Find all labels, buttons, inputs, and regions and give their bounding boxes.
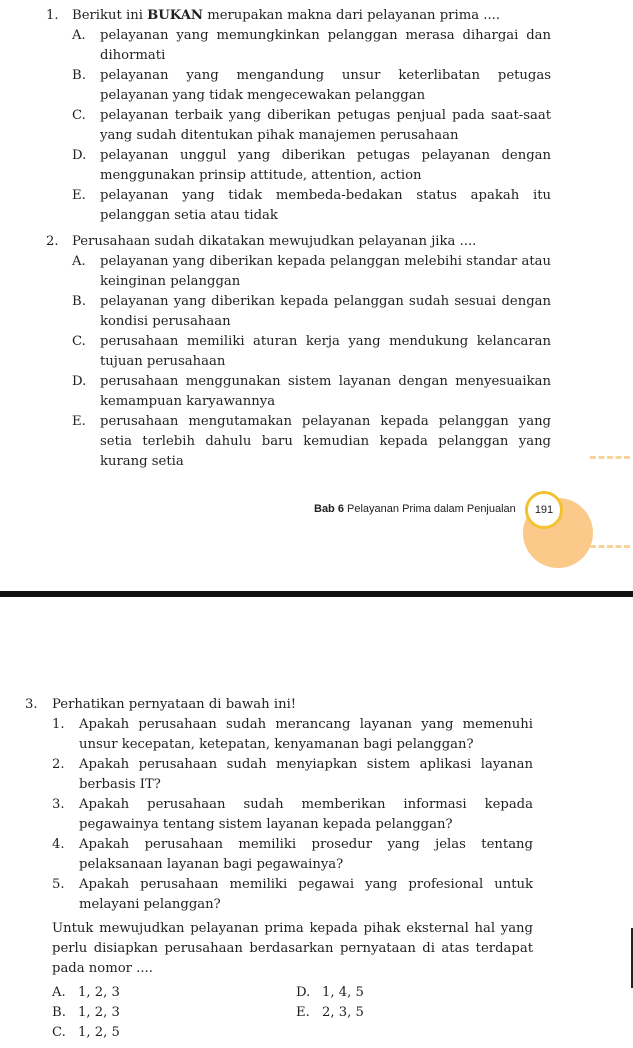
question-3-paragraph: Untuk mewujudkan pelayanan prima kepada pihak eksternal hal yang perlu disiapkan perusahaan berdasarkan pernyataan di atas terdapat pada nomor .... [52,921,533,976]
question-text-rest: merupakan makna dari pelayanan prima .... [203,8,501,23]
question-2 [0,232,633,472]
question-2-stem [0,232,633,252]
option-b[interactable] [0,292,633,332]
option-d[interactable] [0,146,633,186]
question-3-stem [0,695,633,715]
option-text: perusahaan menggunakan sistem layanan dengan menyesuaikan kemampuan karyawannya [100,374,551,409]
option-e[interactable] [0,412,633,472]
statement-text: Apakah perusahaan sudah menyiapkan sistem aplikasi layanan berbasis IT? [79,757,533,792]
statement-number: 1. [52,717,65,732]
decorative-dash [590,456,630,459]
question-text: Perhatikan pernyataan di bawah ini! [52,697,297,712]
statement-text: Apakah perusahaan sudah merancang layanan yang memenuhi unsur kecepatan, ketepatan, kenyamanan bagi pelanggan? [79,717,533,752]
option-d[interactable] [0,372,633,412]
option-letter: D. [72,374,87,389]
answer-letter: A. [52,985,66,1000]
option-letter: C. [72,334,86,349]
option-letter: D. [72,148,87,163]
answer-letter: B. [52,1005,66,1020]
option-text: pelayanan yang memungkinkan pelanggan merasa dihargai dan dihormati [100,28,551,63]
statement-5 [0,875,633,915]
option-text: pelayanan terbaik yang diberikan petugas penjual pada saat-saat yang sudah ditentukan pihak manajemen perusahaan [100,108,551,143]
question-number: 3. [25,697,38,712]
answer-text: 2, 3, 5 [322,1005,364,1020]
option-a[interactable] [0,26,633,66]
option-letter: E. [72,188,86,203]
chapter-title: Pelayanan Prima dalam Penjualan [343,503,516,515]
answer-text: 1, 4, 5 [322,985,364,1000]
statement-1 [0,715,633,755]
question-text: Berikut ini [72,8,148,23]
answer-text: 1, 2, 3 [78,1005,120,1020]
statement-text: Apakah perusahaan memiliki prosedur yang jelas tentang pelaksanaan layanan bagi pegawainya? [79,837,533,872]
option-e[interactable] [0,186,633,226]
option-c[interactable] [0,332,633,372]
option-text: pelayanan yang diberikan kepada pelanggan sudah sesuai dengan kondisi perusahaan [100,294,551,329]
option-c[interactable] [0,106,633,146]
option-text: perusahaan memiliki aturan kerja yang mendukung kelancaran tujuan perusahaan [100,334,551,369]
option-text: pelayanan unggul yang diberikan petugas pelayanan dengan menggunakan prinsip attitude, attention, action [100,148,551,183]
question-emphasis: BUKAN [147,8,203,23]
statement-3 [0,795,633,835]
answer-letter: C. [52,1025,66,1040]
question-1-stem [0,6,633,26]
question-3 [0,695,633,1039]
page-number-badge: 191 [525,491,563,529]
statement-number: 4. [52,837,65,852]
question-text: Perusahaan sudah dikatakan mewujudkan pelayanan jika .... [72,234,477,249]
answer-letter: E. [296,1005,310,1020]
question-number: 1. [46,8,59,23]
option-text: pelayanan yang diberikan kepada pelanggan melebihi standar atau keinginan pelanggan [100,254,551,289]
statement-number: 5. [52,877,65,892]
statement-number: 2. [52,757,65,772]
answer-letter: D. [296,985,311,1000]
option-text: pelayanan yang mengandung unsur keterlibatan petugas pelayanan yang tidak mengecewakan pelanggan [100,68,551,103]
option-letter: E. [72,414,86,429]
option-letter: C. [72,108,86,123]
answer-text: 1, 2, 5 [78,1025,120,1040]
page-divider [0,591,633,597]
option-letter: A. [72,28,86,43]
statement-text: Apakah perusahaan memiliki pegawai yang profesional untuk melayani pelanggan? [79,877,533,912]
option-b[interactable] [0,66,633,106]
question-1 [0,6,633,226]
statement-2 [0,755,633,795]
statement-4 [0,835,633,875]
option-letter: B. [72,68,86,83]
option-text: pelayanan yang tidak membeda-bedakan status apakah itu pelanggan setia atau tidak [100,188,551,223]
statement-text: Apakah perusahaan sudah memberikan informasi kepada pegawainya tentang sistem layanan kepada pelanggan? [79,797,533,832]
statement-number: 3. [52,797,65,812]
chapter-number: Bab 6 [314,503,344,515]
decorative-dash [590,545,630,548]
option-a[interactable] [0,252,633,292]
page-footer [314,501,516,517]
option-text: perusahaan mengutamakan pelayanan kepada pelanggan yang setia terlebih dahulu baru kemudian kepada pelanggan yang kurang setia [100,414,551,469]
answer-text: 1, 2, 3 [78,985,120,1000]
answer-options [0,979,633,1039]
option-letter: B. [72,294,86,309]
option-letter: A. [72,254,86,269]
question-number: 2. [46,234,59,249]
